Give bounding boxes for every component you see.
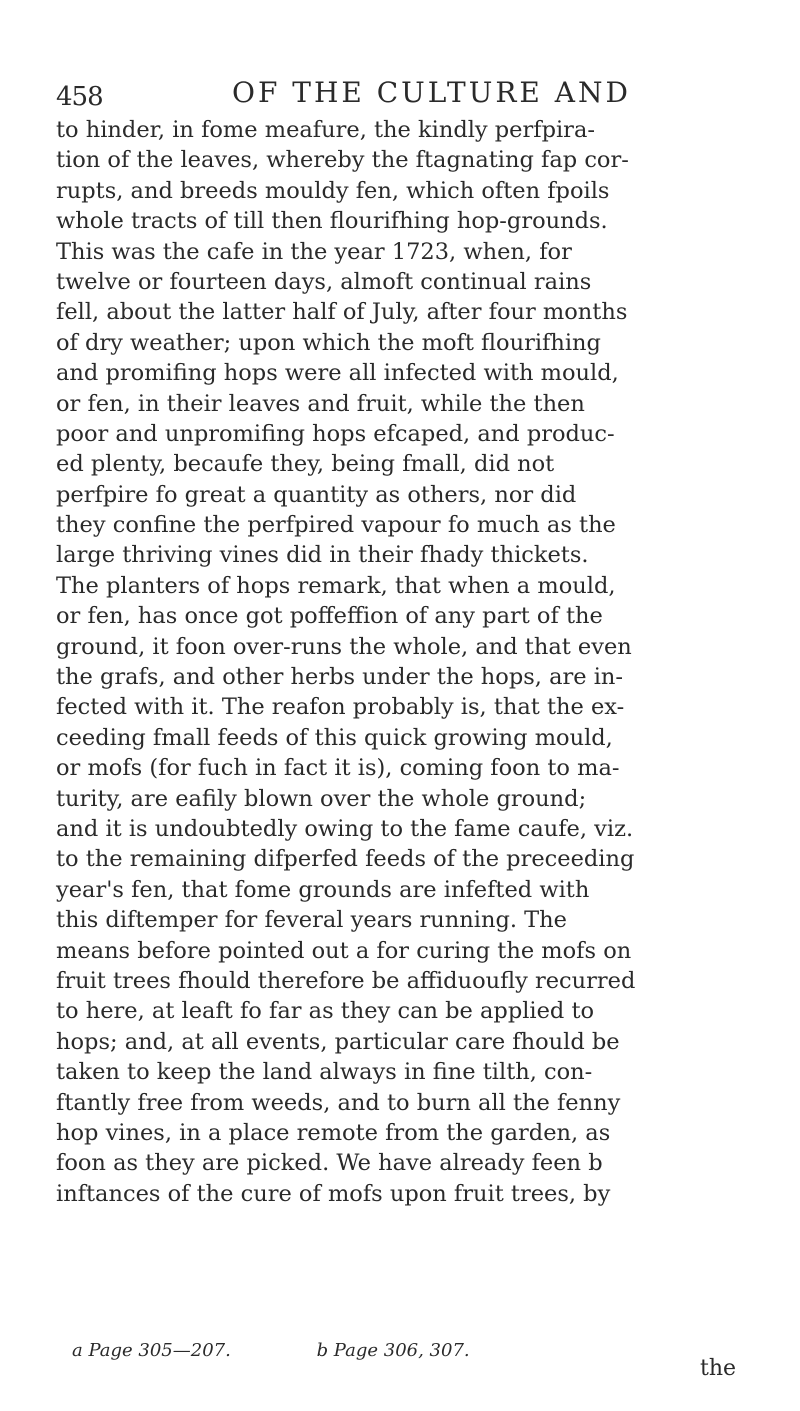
text-line: inftances of the cure of mofs upon fruit trees, by	[56, 1180, 611, 1207]
footnote-a: a Page 305—207.	[72, 1340, 231, 1361]
text-line: means before pointed out a for curing the mofs on	[56, 937, 632, 964]
text-line: foon as they are picked. We have already feen b	[56, 1150, 603, 1177]
footnotes	[72, 1340, 672, 1361]
body-text	[56, 115, 756, 1209]
catchword: the	[700, 1356, 737, 1381]
text-line: taken to keep the land always in fine tilth, con-	[56, 1059, 593, 1086]
text-line: to the remaining difperfed feeds of the preceeding	[56, 846, 635, 873]
page-header	[56, 68, 756, 118]
text-line: to here, at leaft fo far as they can be applied to	[56, 998, 595, 1025]
text-line: tion of the leaves, whereby the ftagnating fap cor-	[56, 147, 629, 174]
text-line: This was the cafe in the year 1723, when, for	[56, 238, 572, 265]
text-line: ceeding fmall feeds of this quick growing mould,	[56, 724, 613, 751]
page-number: 458	[56, 82, 103, 112]
text-line: and it is undoubtedly owing to the fame caufe, viz.	[56, 815, 634, 842]
footnote-b: b Page 306, 307.	[316, 1340, 470, 1361]
text-line: hop vines, in a place remote from the garden, as	[56, 1119, 611, 1146]
text-line: to hinder, in fome meafure, the kindly perfpira-	[56, 117, 595, 143]
text-line: they confine the perfpired vapour fo much as the	[56, 512, 616, 539]
text-line: hops; and, at all events, particular care fhould be	[56, 1028, 620, 1055]
text-line: poor and unpromifing hops efcaped, and produc-	[56, 420, 615, 447]
text-line: ground, it foon over-runs the whole, and that even	[56, 633, 632, 660]
text-line: of dry weather; upon which the moft flourifhing	[56, 329, 601, 356]
text-line: perfpire fo great a quantity as others, nor did	[56, 481, 577, 508]
text-line: whole tracts of till then flourifhing hop-grounds.	[56, 208, 608, 235]
text-line: or fen, in their leaves and fruit, while the then	[56, 390, 585, 417]
text-line: large thriving vines did in their fhady thickets.	[56, 542, 589, 569]
text-line: rupts, and breeds mouldy fen, which often fpoils	[56, 177, 610, 204]
text-line: the grafs, and other herbs under the hops, are in-	[56, 664, 624, 691]
text-line: turity, are eafily blown over the whole ground;	[56, 785, 587, 812]
text-line: fell, about the latter half of July, after four months	[56, 299, 628, 326]
running-head: OF THE CULTURE AND	[232, 76, 631, 109]
text-line: and promifing hops were all infected with mould,	[56, 360, 619, 387]
text-line: or fen, has once got poffeffion of any part of the	[56, 603, 603, 630]
text-line: ftantly free from weeds, and to burn all the fenny	[56, 1089, 621, 1116]
text-line: year's fen, that fome grounds are infefted with	[56, 876, 590, 903]
text-line: this diftemper for feveral years running. The	[56, 907, 567, 934]
text-line: twelve or fourteen days, almoft continual rains	[56, 268, 592, 295]
text-line: The planters of hops remark, that when a mould,	[56, 572, 616, 599]
text-line: ed plenty, becaufe they, being fmall, did not	[56, 451, 555, 478]
text-line: fruit trees fhould therefore be affiduoufly recurred	[56, 967, 636, 994]
text-line: fected with it. The reafon probably is, that the ex-	[56, 694, 625, 721]
text-line: or mofs (for fuch in fact it is), coming foon to ma-	[56, 755, 620, 782]
